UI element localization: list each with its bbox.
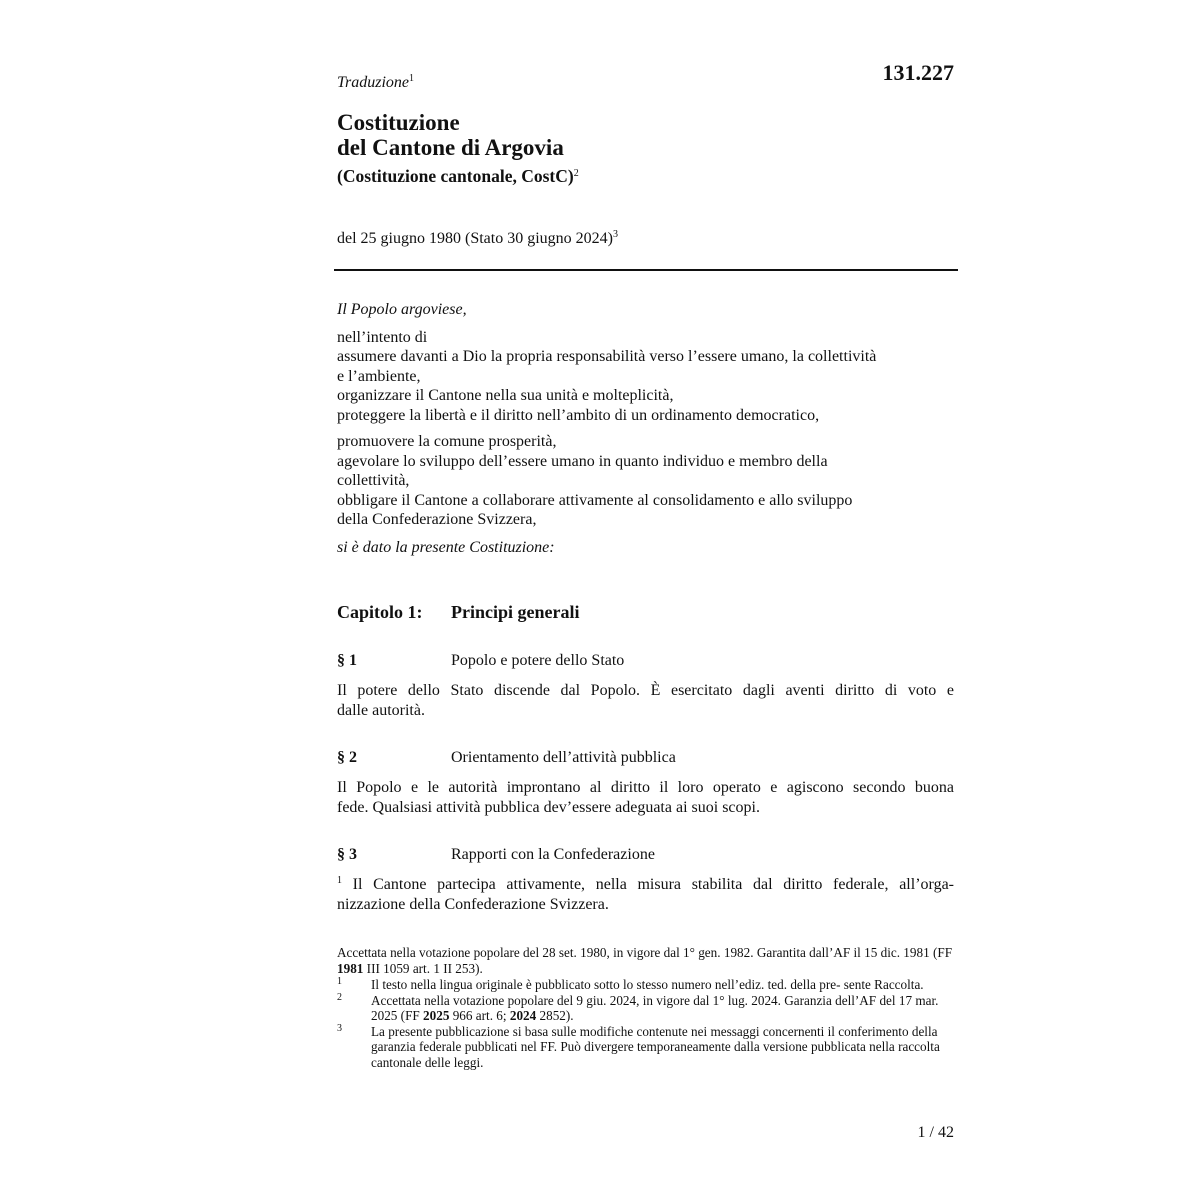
preamble-line: agevolare lo sviluppo dell’essere umano in quanto individuo e membro della xyxy=(337,452,828,470)
section-text-line: dalle autorità. xyxy=(337,702,425,719)
preamble-line: proteggere la libertà e il diritto nell’ambito di un ordinamento democratico, xyxy=(337,406,820,424)
footnote-3 xyxy=(337,1024,954,1071)
footnote-text: La presente pubblicazione si basa sulle modifiche contenute nei messaggi concernenti il conferimento della garanzia federale pubblicati nel FF. Può divergere temporaneamente dalla versione pubblicata nella raccolta cantonale delle leggi. xyxy=(371,1023,940,1070)
footnote-bold: 2024 xyxy=(509,1008,537,1023)
translation-label: Traduzione xyxy=(337,74,410,91)
paragraph-number: 1 xyxy=(337,875,342,886)
chapter-number: Capitolo 1: xyxy=(337,602,423,622)
section-body-3 xyxy=(337,875,954,915)
section-number: § 1 xyxy=(337,652,357,669)
preamble-line: e l’ambiente, xyxy=(337,367,421,385)
translation-note xyxy=(337,74,414,92)
footnote-text: 2852). xyxy=(536,1008,574,1023)
footnote-ref-1[interactable]: 1 xyxy=(409,73,415,84)
preamble-intro: Il Popolo argoviese, xyxy=(337,301,467,318)
footnotes xyxy=(337,945,954,1070)
section-title: Rapporti con la Confederazione xyxy=(451,846,655,863)
preamble-line: organizzare il Cantone nella sua unità e molteplicità, xyxy=(337,387,674,404)
page-number: 1 / 42 xyxy=(917,1124,954,1141)
section-number: § 2 xyxy=(337,749,357,766)
document-number: 131.227 xyxy=(882,60,954,85)
chapter-heading xyxy=(337,602,579,623)
footnote-number: 3 xyxy=(337,1022,342,1034)
footnote-1 xyxy=(337,977,954,993)
preamble-outro: si è dato la presente Costituzione: xyxy=(337,538,555,556)
section-body-1 xyxy=(337,681,954,721)
section-title: Orientamento dell’attività pubblica xyxy=(451,749,676,766)
preamble-line: nell’intento di xyxy=(337,328,428,346)
footnote-text: III 1059 art. 1 II 253). xyxy=(363,960,483,976)
title-line-2: del Cantone di Argovia xyxy=(337,135,564,160)
preamble-line: promuovere la comune prosperità, xyxy=(337,433,557,450)
preamble-line: assumere davanti a Dio la propria responsabilità verso l’essere umano, la collettività xyxy=(337,348,877,365)
document-subtitle xyxy=(337,166,579,187)
footnote-text: 966 art. 6; xyxy=(449,1008,510,1023)
preamble-line: collettività, xyxy=(337,472,410,489)
footnote-2 xyxy=(337,993,954,1024)
footnote-number: 1 xyxy=(337,976,342,987)
section-number: § 3 xyxy=(337,846,357,863)
header-divider xyxy=(334,269,958,271)
footnote-text: Il testo nella lingua originale è pubblicato sotto lo stesso numero nell’ediz. ted. della pre- sente Raccolta. xyxy=(371,977,924,992)
document-page xyxy=(337,0,954,1200)
footnote-text: Accettata nella votazione popolare del 28 set. 1980, in vigore dal 1° gen. 1982. Garantita dall’AF il 15 dic. 1981 (FF xyxy=(337,945,953,960)
title-line-1: Costituzione xyxy=(337,110,460,135)
section-text-line: Il potere dello Stato discende dal Popolo. È esercitato dagli aventi diritto di voto e xyxy=(337,682,954,699)
section-title: Popolo e potere dello Stato xyxy=(451,652,625,669)
section-heading-1 xyxy=(337,652,624,670)
document-title xyxy=(337,110,564,160)
footnote-number: 2 xyxy=(337,991,342,1003)
footnote-bold: 1981 xyxy=(337,960,364,976)
subtitle-text: (Costituzione cantonale, CostC) xyxy=(337,166,574,186)
date-text: del 25 giugno 1980 (Stato 30 giugno 2024) xyxy=(337,230,613,247)
chapter-title: Principi generali xyxy=(451,602,580,622)
footnote-bold: 2025 xyxy=(423,1008,450,1023)
section-text-line xyxy=(337,875,954,895)
preamble-line: della Confederazione Svizzera, xyxy=(337,511,537,528)
section-text-line: nizzazione della Confederazione Svizzera. xyxy=(337,896,609,913)
section-text-line: Il Popolo e le autorità improntano al diritto il loro operato e agiscono secondo buona xyxy=(337,779,954,796)
section-heading-2 xyxy=(337,749,676,767)
footnote-ref-2[interactable]: 2 xyxy=(573,168,579,179)
section-text-line: fede. Qualsiasi attività pubblica dev’essere adeguata ai suoi scopi. xyxy=(337,799,760,816)
section-text: Il Cantone partecipa attivamente, nella misura stabilita dal diritto federale, all’orga- xyxy=(352,876,954,893)
footnote-ref-3[interactable]: 3 xyxy=(612,229,618,240)
section-heading-3 xyxy=(337,846,655,864)
preamble xyxy=(337,300,954,557)
footnote-text: Accettata nella votazione popolare del 9 giu. 2024, in vigore dal 1° lug. 2024. Garanzia dell’AF del 17 mar. 2025 (FF xyxy=(371,992,939,1023)
footnote-acceptance xyxy=(337,945,954,976)
preamble-line: obbligare il Cantone a collaborare attivamente al consolidamento e allo sviluppo xyxy=(337,491,853,509)
document-date xyxy=(337,230,618,248)
section-body-2 xyxy=(337,778,954,818)
